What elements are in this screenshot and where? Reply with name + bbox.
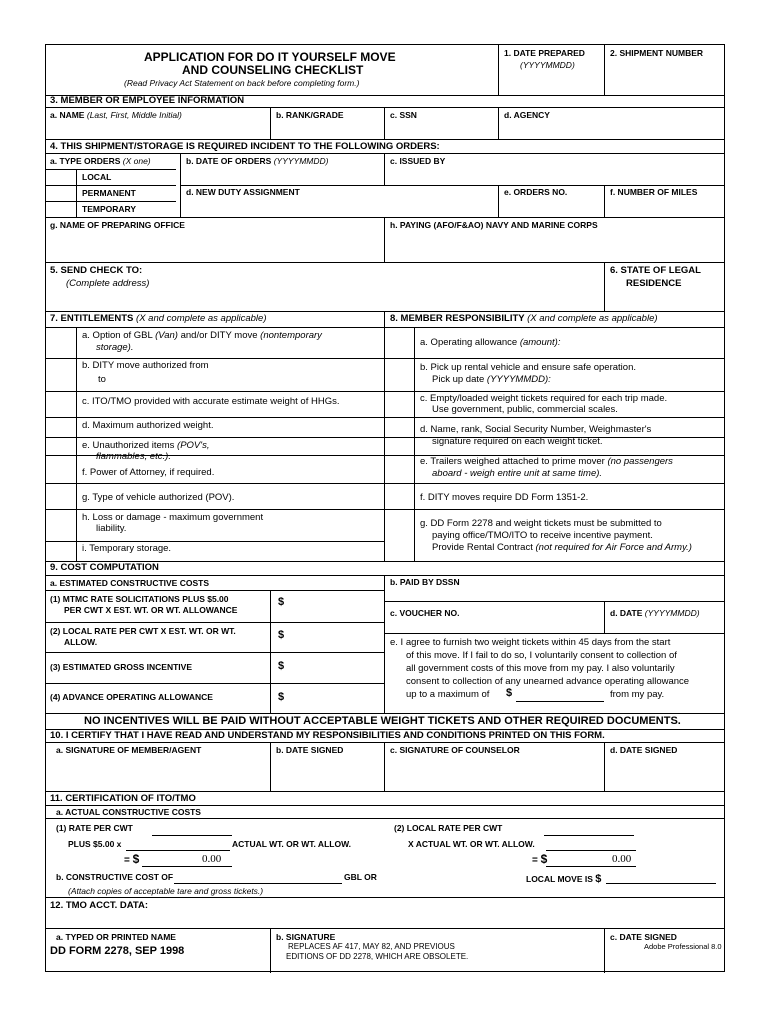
cost-row2-line2: ALLOW. — [64, 637, 98, 647]
responsibility-c-line2: Use government, public, commercial scales. — [432, 404, 618, 415]
vrule-12b — [270, 928, 271, 973]
x-actual-wt-label: X ACTUAL WT. OR WT. ALLOW. — [408, 839, 535, 849]
vrule-7-box — [76, 327, 77, 561]
result1-value[interactable]: 0.00 — [202, 853, 222, 865]
rule-sec3-title — [46, 107, 724, 108]
responsibility-c-line1[interactable]: c. Empty/loaded weight tickets required for each trip made. — [420, 393, 668, 404]
ssn-label: c. SSN — [390, 110, 417, 120]
rule-sec11-end — [46, 897, 724, 898]
responsibility-g-line3: Provide Rental Contract (not required for Air Force and Army.) — [432, 542, 692, 553]
responsibility-d-line1[interactable]: d. Name, rank, Social Security Number, Weighmaster's — [420, 424, 652, 435]
vrule-4b — [180, 153, 181, 217]
local-move-label: LOCAL MOVE IS $ — [526, 873, 602, 885]
section5-hint: (Complete address) — [66, 278, 150, 289]
x-actual-wt-field[interactable] — [546, 850, 636, 851]
agreement-line6: from my pay. — [610, 689, 665, 700]
option-local[interactable]: LOCAL — [82, 172, 112, 182]
rule-11a — [46, 818, 724, 819]
rule-4b-end — [181, 185, 724, 186]
result1-eq: = $ — [124, 852, 140, 866]
entitlement-h-line1[interactable]: h. Loss or damage - maximum government — [82, 512, 264, 523]
responsibility-b-line1[interactable]: b. Pick up rental vehicle and ensure safe operation. — [420, 362, 636, 373]
rule-type-temp — [46, 201, 176, 202]
est-costs-label: a. ESTIMATED CONSTRUCTIVE COSTS — [50, 578, 209, 588]
rule-sec3-end — [46, 139, 724, 140]
rule-9c — [384, 633, 724, 634]
entitlement-e-line1[interactable]: e. Unauthorized items (POV's, — [82, 440, 210, 451]
entitlement-d[interactable]: d. Maximum authorized weight. — [82, 420, 214, 431]
actual-costs-label: a. ACTUAL CONSTRUCTIVE COSTS — [56, 807, 201, 817]
tmo-signature-label: b. SIGNATURE — [276, 932, 336, 942]
date-orders-label: b. DATE OF ORDERS (YYYYMMDD) — [186, 156, 329, 166]
rule-9b — [384, 601, 724, 602]
responsibility-e-line1[interactable]: e. Trailers weighed attached to prime mover (no passengers — [420, 456, 673, 467]
vrule-4e — [498, 185, 499, 217]
incentive-notice: NO INCENTIVES WILL BE PAID WITHOUT ACCEPTABLE WEIGHT TICKETS AND OTHER REQUIRED DOCUMENTS. — [84, 715, 681, 727]
rule-4g-end — [46, 262, 724, 263]
vrule-10d — [604, 742, 605, 791]
local-rate-label: (2) LOCAL RATE PER CWT — [394, 823, 503, 833]
section8-title: 8. MEMBER RESPONSIBILITY (X and complete as applicable) — [390, 313, 658, 324]
voucher-label: c. VOUCHER NO. — [390, 608, 460, 618]
agency-label: d. AGENCY — [504, 110, 550, 120]
section10-title: 10. I CERTIFY THAT I HAVE READ AND UNDERSTAND MY RESPONSIBILITIES AND CONDITIONS PRINTED ON THIS FORM. — [50, 730, 605, 741]
vrule-hdr1 — [498, 45, 499, 95]
vrule-10b — [270, 742, 271, 791]
actual-wt-label: ACTUAL WT. OR WT. ALLOW. — [232, 839, 351, 849]
date-prepared-label: 1. DATE PREPARED — [504, 48, 585, 58]
entitlement-c[interactable]: c. ITO/TMO provided with accurate estimate weight of HHGs. — [82, 396, 340, 407]
dollar-sign-row3: $ — [278, 660, 285, 672]
tmo-date-label: c. DATE SIGNED — [610, 932, 677, 942]
responsibility-g-line1[interactable]: g. DD Form 2278 and weight tickets must be submitted to — [420, 518, 662, 529]
counselor-signature-label: c. SIGNATURE OF COUNSELOR — [390, 745, 520, 755]
date-prepared-format: (YYYYMMDD) — [520, 60, 575, 70]
rate-per-cwt-field[interactable] — [152, 835, 232, 836]
rule-7h — [46, 541, 384, 542]
rule-7c — [46, 417, 724, 418]
rule-sec4-title — [46, 153, 724, 154]
rule-9a — [46, 590, 384, 591]
issued-by-label: c. ISSUED BY — [390, 156, 446, 166]
agreement-line2: of this move. If I fail to do so, I voluntarily consent to collection of — [406, 650, 677, 661]
plus-five-label: PLUS $5.00 x — [68, 839, 122, 849]
result1-field — [142, 866, 232, 867]
vrule-4c — [384, 153, 385, 185]
rule-7b — [46, 391, 724, 392]
dd-form-2278 — [45, 44, 725, 972]
rule-type-local — [46, 169, 176, 170]
replaces-line2: EDITIONS OF DD 2278, WHICH ARE OBSOLETE. — [286, 952, 469, 961]
section4-title: 4. THIS SHIPMENT/STORAGE IS REQUIRED INCIDENT TO THE FOLLOWING ORDERS: — [50, 141, 440, 152]
gbl-or-label: GBL OR — [344, 872, 377, 882]
rule-sec10-end — [46, 791, 724, 792]
agreement-line3: all government costs of this move from my pay. I also voluntarily — [406, 663, 675, 674]
type-orders-label: a. TYPE ORDERS (X one) — [50, 156, 151, 166]
miles-label: f. NUMBER OF MILES — [610, 187, 698, 197]
result2-field — [546, 866, 636, 867]
cost-row4: (4) ADVANCE OPERATING ALLOWANCE — [50, 692, 213, 702]
responsibility-d-line2: signature required on each weight ticket. — [432, 436, 603, 447]
rule-4f-end — [46, 217, 724, 218]
agreement-dollar: $ — [506, 687, 513, 699]
section11-title: 11. CERTIFICATION OF ITO/TMO — [50, 793, 196, 804]
vrule-6 — [604, 262, 605, 311]
entitlement-b-line1[interactable]: b. DITY move authorized from — [82, 360, 209, 371]
entitlement-a-line1[interactable]: a. Option of GBL (Van) and/or DITY move (nontemporary — [82, 330, 322, 341]
entitlement-g[interactable]: g. Type of vehicle authorized (POV). — [82, 492, 235, 503]
rule-9a3 — [46, 683, 384, 684]
max-amount-field[interactable] — [516, 701, 604, 702]
rule-sec9-title — [46, 575, 724, 576]
responsibility-e-line2: aboard - weigh entire unit at same time). — [432, 468, 603, 479]
rule-9a1 — [46, 622, 384, 623]
rank-label: b. RANK/GRADE — [276, 110, 344, 120]
entitlement-a-line2: storage). — [96, 342, 134, 353]
option-temporary[interactable]: TEMPORARY — [82, 204, 136, 214]
rule-sec12-end — [46, 928, 724, 929]
vrule-10c — [384, 742, 385, 791]
result2-value[interactable]: 0.00 — [612, 853, 632, 865]
section9-title: 9. COST COMPUTATION — [50, 562, 159, 573]
option-permanent[interactable]: PERMANENT — [82, 188, 136, 198]
member-signature-label: a. SIGNATURE OF MEMBER/AGENT — [56, 745, 202, 755]
vrule-9dollar — [270, 590, 271, 713]
constructive-cost-field[interactable] — [174, 883, 342, 884]
section12-title: 12. TMO ACCT. DATA: — [50, 900, 148, 911]
counselor-date-label: d. DATE SIGNED — [610, 745, 678, 755]
entitlement-e-line2: flammables, etc.). — [96, 451, 171, 462]
preparing-office-label: g. NAME OF PREPARING OFFICE — [50, 220, 185, 230]
vrule-9 — [384, 575, 385, 713]
agreement-line1: e. I agree to furnish two weight tickets within 45 days from the start — [390, 637, 671, 648]
rule-type-perm — [46, 185, 176, 186]
result2-eq: = $ — [532, 852, 548, 866]
rule-9a2 — [46, 652, 384, 653]
rule-7f — [46, 483, 724, 484]
entitlement-i[interactable]: i. Temporary storage. — [82, 543, 172, 554]
dollar-sign-row4: $ — [278, 691, 285, 703]
cost-row1-line2: PER CWT X EST. WT. OR WT. ALLOWANCE — [64, 605, 238, 615]
dollar-sign-row1: $ — [278, 596, 285, 608]
entitlement-b-line2: to — [98, 374, 106, 385]
section3-title: 3. MEMBER OR EMPLOYEE INFORMATION — [50, 95, 245, 106]
responsibility-f[interactable]: f. DITY moves require DD Form 1351-2. — [420, 492, 589, 503]
form-title-line2: AND COUNSELING CHECKLIST — [182, 63, 364, 77]
section6-line1: 6. STATE OF LEGAL — [610, 265, 701, 276]
voucher-date-label: d. DATE (YYYYMMDD) — [610, 608, 700, 618]
cost-row3: (3) ESTIMATED GROSS INCENTIVE — [50, 662, 192, 672]
cost-row1-line1: (1) MTMC RATE SOLICITATIONS PLUS $5.00 — [50, 594, 229, 604]
privacy-note: (Read Privacy Act Statement on back before completing form.) — [124, 78, 360, 88]
vrule-3d — [498, 107, 499, 139]
vrule-8-box — [414, 327, 415, 561]
local-move-field[interactable] — [606, 883, 716, 884]
attach-note: (Attach copies of acceptable tare and gross tickets.) — [68, 886, 264, 896]
paying-office-label: h. PAYING (AFO/F&AO) NAVY AND MARINE CORPS — [390, 220, 598, 230]
rule-7a — [46, 358, 724, 359]
section6-line2: RESIDENCE — [626, 278, 682, 289]
vrule-3b — [270, 107, 271, 139]
vrule-hdr2 — [604, 45, 605, 95]
vrule-12c — [604, 928, 605, 973]
member-date-label: b. DATE SIGNED — [276, 745, 344, 755]
rule-7d — [46, 437, 724, 438]
local-rate-field[interactable] — [544, 835, 634, 836]
agreement-line4: consent to collection of any unearned advance operating allowance — [406, 676, 690, 687]
responsibility-a[interactable]: a. Operating allowance (amount): — [420, 337, 561, 348]
shipment-number-label: 2. SHIPMENT NUMBER — [610, 48, 704, 58]
responsibility-b-line2: Pick up date (YYYYMMDD): — [432, 374, 551, 385]
orders-no-label: e. ORDERS NO. — [504, 187, 568, 197]
section5-title: 5. SEND CHECK TO: — [50, 265, 143, 276]
replaces-line1: REPLACES AF 417, MAY 82, AND PREVIOUS — [288, 942, 455, 951]
vrule-4a-box — [76, 169, 77, 217]
rule-sec78-title — [46, 327, 724, 328]
plus-five-field[interactable] — [126, 850, 230, 851]
rule-sec5-end — [46, 311, 724, 312]
vrule-4h — [384, 217, 385, 262]
entitlement-f[interactable]: f. Power of Attorney, if required. — [82, 467, 215, 478]
rate-per-cwt-label: (1) RATE PER CWT — [56, 823, 133, 833]
responsibility-g-line2: paying office/TMO/ITO to receive incentive payment. — [432, 530, 653, 541]
vrule-9d — [604, 601, 605, 633]
rule-sec10-title — [46, 742, 724, 743]
rule-7g — [46, 509, 724, 510]
constructive-cost-label: b. CONSTRUCTIVE COST OF — [56, 872, 174, 882]
rule-sec9-end — [46, 713, 724, 714]
form-title-line1: APPLICATION FOR DO IT YOURSELF MOVE — [144, 50, 396, 64]
section7-title: 7. ENTITLEMENTS (X and complete as applicable) — [50, 313, 267, 324]
typed-name-label: a. TYPED OR PRINTED NAME — [56, 932, 176, 942]
new-duty-label: d. NEW DUTY ASSIGNMENT — [186, 187, 300, 197]
paid-by-label: b. PAID BY DSSN — [390, 577, 460, 587]
vrule-4f — [604, 185, 605, 217]
agreement-line5: up to a maximum of — [406, 689, 490, 700]
vrule-3c — [384, 107, 385, 139]
entitlement-h-line2: liability. — [96, 523, 127, 534]
cost-row2-line1: (2) LOCAL RATE PER CWT X EST. WT. OR WT. — [50, 626, 236, 636]
rule-sec11-title — [46, 805, 724, 806]
software-note: Adobe Professional 8.0 — [644, 942, 722, 951]
vrule-78 — [384, 311, 385, 561]
name-label: a. NAME (Last, First, Middle Initial) — [50, 110, 182, 120]
dollar-sign-row2: $ — [278, 629, 285, 641]
form-id: DD FORM 2278, SEP 1998 — [50, 945, 185, 957]
